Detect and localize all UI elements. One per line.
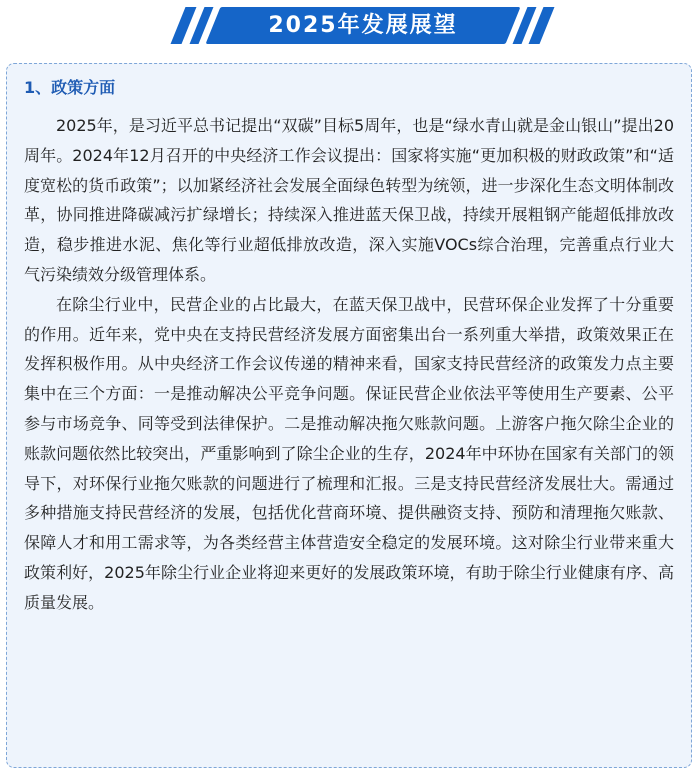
section-heading: 1、政策方面 <box>24 78 116 97</box>
title-banner <box>0 0 700 56</box>
banner-title: 2025年发展展望 <box>268 13 458 38</box>
paragraph: 在除尘行业中，民营企业的占比最大，在蓝天保卫战中，民营环保企业发挥了十分重要的作用。近年来，党中央在支持民营经济发展方面密集出台一系列重大举措，政策效果正在发挥积极作用。从中央经济工作会议传递的精神来看，国家支持民营经济的政策发力点主要集中在三个方面：一是推动解决公平竞争问题。保证民营企业依法平等使用生产要素、公平参与市场竞争、同等受到法律保护。二是推动解决拖欠账款问题。上游客户拖欠除尘企业的账款问题依然比较突出，严重影响到了除尘企业的生存，2024年中环协在国家有关部门的领导下，对环保行业拖欠账款的问题进行了梳理和汇报。三是支持民营经济发展壮大。需通过多种措施支持民营经济的发展，包括优化营商环境、提供融资支持、预防和清理拖欠账款、保障人才和用工需求等，为各类经营主体营造安全稳定的发展环境。这对除尘行业带来重大政策利好，2025年除尘行业企业将迎来更好的发展政策环境，有助于除尘行业健康有序、高质量发展。 <box>24 294 674 612</box>
paragraph: 2025年，是习近平总书记提出“双碳”目标5周年，也是“绿水青山就是金山银山”提出20周年。2024年12月召开的中央经济工作会议提出：国家将实施“更加积极的财政政策”和“适度宽松的货币政策”；以加紧经济社会发展全面绿色转型为统领，进一步深化生态文明体制改革，协同推进降碳减污扩绿增长；持续深入推进蓝天保卫战，持续开展粗钢产能超低排放改造，稳步推进水泥、焦化等行业超低排放改造，深入实施VOCs综合治理，完善重点行业大气污染绩效分级管理体系。 <box>24 116 674 284</box>
article-body <box>24 111 674 618</box>
